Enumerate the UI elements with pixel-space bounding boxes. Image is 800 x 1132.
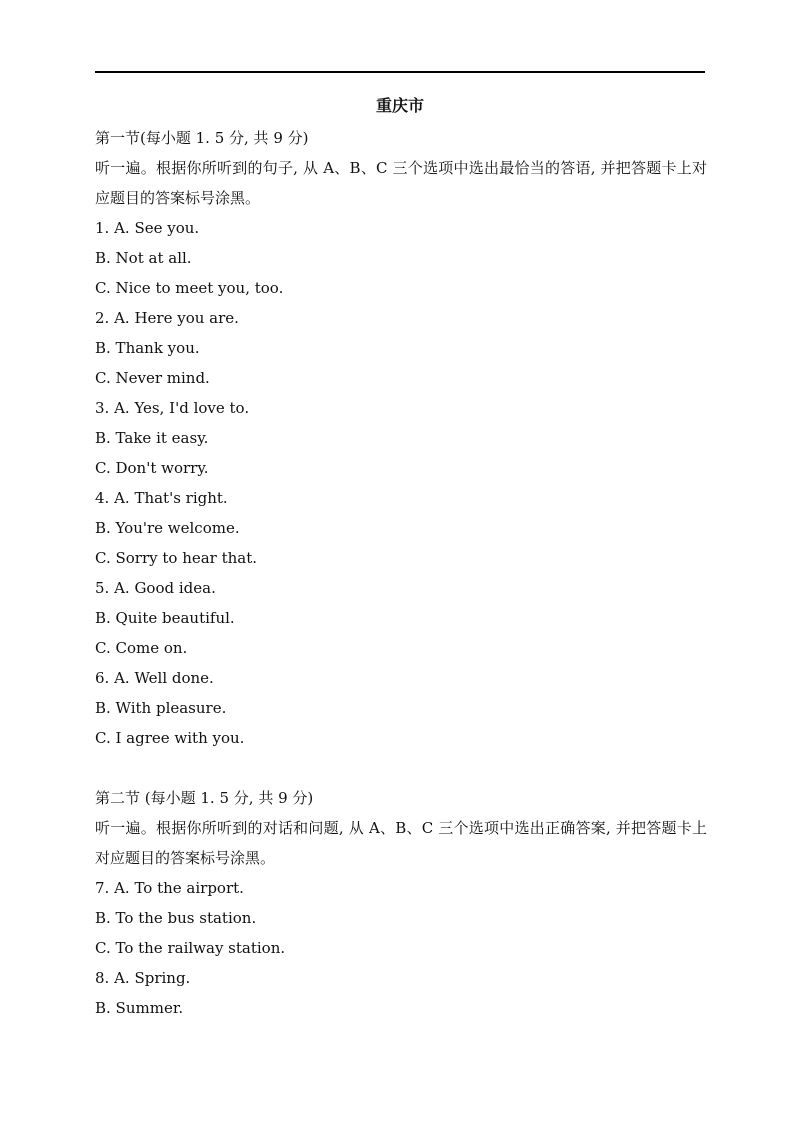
option-line: C. Come on. xyxy=(95,639,188,657)
section-gap xyxy=(95,753,707,783)
section-2-heading: 第二节 (每小题 1. 5 分, 共 9 分) xyxy=(95,789,314,807)
option-line: 7. A. To the airport. xyxy=(95,879,244,897)
option-line: B. You're welcome. xyxy=(95,519,240,537)
option-line: 3. A. Yes, I'd love to. xyxy=(95,399,250,417)
option-line: 5. A. Good idea. xyxy=(95,579,216,597)
document-body xyxy=(95,123,707,1023)
option-line: C. Nice to meet you, too. xyxy=(95,279,284,297)
section-2-instruction: 听一遍。根据你所听到的对话和问题, 从 A、B、C 三个选项中选出正确答案, 并把答题卡上对应题目的答案标号涂黑。 xyxy=(95,819,707,867)
option-line: B. Thank you. xyxy=(95,339,200,357)
option-line: 4. A. That's right. xyxy=(95,489,228,507)
section-1-heading: 第一节(每小题 1. 5 分, 共 9 分) xyxy=(95,129,309,147)
option-line: 8. A. Spring. xyxy=(95,969,191,987)
option-line: 6. A. Well done. xyxy=(95,669,214,687)
option-line: 2. A. Here you are. xyxy=(95,309,239,327)
option-line: B. Quite beautiful. xyxy=(95,609,235,627)
header-rule xyxy=(95,71,705,73)
option-line: C. I agree with you. xyxy=(95,729,245,747)
option-line: B. With pleasure. xyxy=(95,699,227,717)
section-1-options xyxy=(95,213,707,753)
section-1-instruction: 听一遍。根据你所听到的句子, 从 A、B、C 三个选项中选出最恰当的答语, 并把答题卡上对应题目的答案标号涂黑。 xyxy=(95,159,707,207)
option-line: B. Not at all. xyxy=(95,249,192,267)
option-line: C. Never mind. xyxy=(95,369,210,387)
option-line: B. Summer. xyxy=(95,999,184,1017)
section-2-options xyxy=(95,873,707,1023)
option-line: C. To the railway station. xyxy=(95,939,286,957)
option-line: B. Take it easy. xyxy=(95,429,209,447)
option-line: 1. A. See you. xyxy=(95,219,200,237)
option-line: C. Sorry to hear that. xyxy=(95,549,258,567)
option-line: C. Don't worry. xyxy=(95,459,209,477)
document-title: 重庆市 xyxy=(375,96,424,115)
option-line: B. To the bus station. xyxy=(95,909,257,927)
